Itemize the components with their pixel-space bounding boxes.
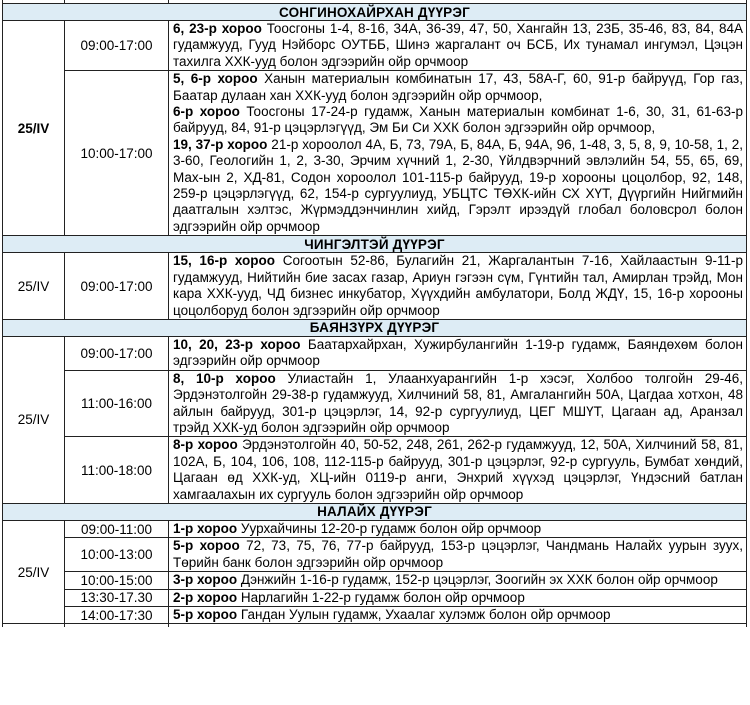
table-row xyxy=(3,538,747,572)
description-paragraph xyxy=(173,253,743,319)
description-cell xyxy=(169,538,747,572)
date-cell xyxy=(3,520,65,623)
district-title: НАЛАЙХ ДҮҮРЭГ xyxy=(3,503,747,520)
area-list: Нарлагийн 1-22-р гудамж болон ойр орчмоор xyxy=(237,589,525,605)
khoroo-label: 5-р хороо xyxy=(173,538,240,554)
table-row xyxy=(3,336,747,370)
date-text: 25/IV xyxy=(17,412,50,428)
time-cell: 11:00-18:00 xyxy=(65,437,169,504)
time-cell: 09:00-17:00 xyxy=(65,21,169,71)
date-cell xyxy=(3,336,65,503)
description-paragraph xyxy=(173,137,743,235)
area-list: Улиастайн 1, Улаанхуарангийн 1-р хэсэг, Холбоо толгойн 29-46, Эрдэнэтолгойн 29-38-р гудамжууд, Хилчиний 58, 81, Амгалангийн 50А, Цагдаа хотхон, 48 айлын байрууд, 301-р цэцэрлэг, 14, 92-р сургуулиуд, ЦЕГ МШҮТ, Цагаан ад, Аранзал трэйд ХХК-уд болон эдгээрийн ойр орчмоор xyxy=(173,370,743,435)
khoroo-label: 2-р хороо xyxy=(173,589,238,605)
table-row xyxy=(3,253,747,320)
date-text: 25/IV xyxy=(17,278,50,294)
description-paragraph xyxy=(173,538,743,571)
description-cell xyxy=(169,437,747,504)
district-header-row xyxy=(3,4,747,21)
cut-row-bottom xyxy=(3,624,747,628)
description-cell xyxy=(169,336,747,370)
time-cell: 10:00-15:00 xyxy=(65,572,169,589)
table-row xyxy=(3,370,747,437)
khoroo-label: 15, 16-р хороо xyxy=(173,253,276,269)
time-cell: 09:00-11:00 xyxy=(65,520,169,537)
table-row xyxy=(3,572,747,589)
table-row xyxy=(3,437,747,504)
khoroo-label: 6-р хороо xyxy=(173,104,240,120)
time-cell: 10:00-17:00 xyxy=(65,71,169,236)
area-list: Гандан Уулын гудамж, Ухаалаг хулэмж болон ойр орчмоор xyxy=(237,607,611,622)
description-paragraph xyxy=(173,71,743,104)
description-paragraph xyxy=(173,437,743,503)
khoroo-label: 8, 10-р хороо xyxy=(173,370,276,386)
description-cell xyxy=(169,572,747,589)
date-cell xyxy=(3,253,65,320)
table-row xyxy=(3,607,747,624)
district-header-row xyxy=(3,319,747,336)
time-cell: 14:00-17:30 xyxy=(65,607,169,624)
khoroo-label: 1-р хороо xyxy=(173,520,238,536)
outage-schedule xyxy=(2,0,746,627)
description-paragraph xyxy=(173,590,743,606)
district-title: ЧИНГЭЛТЭЙ ДҮҮРЭГ xyxy=(3,236,747,253)
table-row xyxy=(3,520,747,537)
description-cell xyxy=(169,71,747,236)
description-paragraph xyxy=(173,371,743,437)
khoroo-label: 10, 20, 23-р хороо xyxy=(173,336,301,352)
time-cell: 10:00-13:00 xyxy=(65,538,169,572)
district-title: СОНГИНОХАЙРХАН ДҮҮРЭГ xyxy=(3,4,747,21)
district-title: БАЯНЗҮРХ ДҮҮРЭГ xyxy=(3,319,747,336)
description-paragraph xyxy=(173,572,743,588)
time-cell: 09:00-17:00 xyxy=(65,253,169,320)
time-cell: 11:00-16:00 xyxy=(65,370,169,437)
description-cell xyxy=(169,520,747,537)
area-list: Тоосгоны 17-24-р гудамж, Ханын материалын комбинат 1-6, 30, 31, 61-63-р байрууд, 84, 91-р цэцэрлэгүүд, Эм Би Си ХХК болон эдгээрийн ойр орчмоор, xyxy=(173,104,743,136)
area-list: 72, 73, 75, 76, 77-р байрууд, 153-р цэцэрлэг, Чандмань Налайх уурын зуух, Төрийн банк болон эдгээрийн ойр орчмоор xyxy=(173,538,743,570)
district-header-row xyxy=(3,503,747,520)
khoroo-label: 8-р хороо xyxy=(173,437,238,453)
area-list: Дэнжийн 1-16-р гудамж, 152-р цэцэрлэг, Зоогийн эх ХХК болон ойр орчмоор xyxy=(237,572,718,588)
district-header-row xyxy=(3,236,747,253)
description-paragraph xyxy=(173,21,743,70)
khoroo-label: 19, 37-р хороо xyxy=(173,136,268,152)
khoroo-label: 5-р хороо xyxy=(173,607,238,622)
area-list: Эрдэнэтолгойн 40, 50-52, 248, 261, 262-р гудамжууд, 12, 50А, Хилчиний 58, 81, 102А, Б, 104, 106, 108, 112-115-р байрууд, 301-р цэцэрлэг, 92-р сургууль, Бумбат хөндий, Цагаан өд ХХК-уд, ХЦ-ийн 0119-р анги, Энхрий хүүхэд цэцэрлэг, Үндэсний батлан хамгаалахын их сургууль болон эдгээрийн ойр орчмоор xyxy=(173,437,743,502)
area-list: Уурхайчины 12-20-р гудамж болон ойр орчмоор xyxy=(237,520,542,536)
area-list: Тоосгоны 1-4, 8-16, 34А, 36-39, 47, 50, Хангайн 13, 23Б, 35-46, 83, 84, 84А гудамжууд, Гууд Нэйборс ОУТББ, Шинэ жаргалант оч БСБ, Их тунамал ингумэл, Цэцэн тахилга ХХК-ууд болон эдгээрийн ойр орчмоор xyxy=(173,21,743,69)
area-list: Ханын материалын комбинатын 17, 43, 58А-Г, 60, 91-р байруүд, Гор газ, Баатар дулаан хан ХХК-ууд болон эдгээрийн ойр орчмоор, xyxy=(173,71,744,103)
description-cell xyxy=(169,589,747,606)
description-paragraph xyxy=(173,104,743,137)
description-paragraph xyxy=(173,607,743,623)
description-paragraph xyxy=(173,521,743,537)
area-list: 21-р хороолол 4А, Б, 73, 79А, Б, 84А, Б, 94А, 96, 1-48, 3, 5, 8, 9, 10-58, 1, 2, 3-60, Геологийн 1, 2, 3-30, Эрчим хүчний 1, 2-30, Үйлдвэрчний эвлэлийн 54, 55, 65, 69, Мах-ын 2, ХД-81, Содон хороолол 101-115-р байрууд, 19-р хорооны цоцолбор, 92, 148, 259-р цэцэрлэгүүд, 62, 154-р сургуулиуд, УБЦТС ТӨХК-ийн СХ ХҮТ, Дүүргийн Нийгмийн даатгалын хэлтэс, Жүрмэддэнчинлин хийд, Гэрэлт ирээдүй глобал боловсрол болон эдгээрийн ойр орчмоор xyxy=(173,136,744,234)
table-row xyxy=(3,21,747,71)
description-cell xyxy=(169,253,747,320)
description-cell xyxy=(169,607,747,624)
khoroo-label: 3-р хороо xyxy=(173,572,238,588)
area-list: Баатархайрхан, Хужирбулангийн 1-19-р гудамж, Баяндөхөм болон эдгээрийн ойр орчмоор xyxy=(173,336,743,369)
khoroo-label: 6, 23-р хороо xyxy=(173,21,262,36)
table-row xyxy=(3,589,747,606)
description-cell xyxy=(169,21,747,71)
date-text: 25/IV xyxy=(17,564,50,580)
description-paragraph xyxy=(173,337,743,370)
area-list: Согоотын 52-86, Булагийн 21, Жаргалантын 7-16, Хайлаастын 9-11-р гудамжууд, Нийтийн бие засах газар, Ариун гэгээн сүм, Гүнтийн тал, Амирлан трэйд, Мон кара ХХК-ууд, ЧД бизнес инкубатор, Хүүхдийн амбулатори, Болд ЖДҮ, 15, 16-р хорооны цоцолборуд болон эдгээрийн ойр орчмоор xyxy=(173,253,744,318)
date-cell xyxy=(3,21,65,236)
table-row xyxy=(3,71,747,236)
time-cell: 09:00-17:00 xyxy=(65,336,169,370)
date-text: 25/IV xyxy=(17,120,50,136)
time-cell: 13:30-17.30 xyxy=(65,589,169,606)
description-cell xyxy=(169,370,747,437)
schedule-table xyxy=(2,0,747,627)
khoroo-label: 5, 6-р хороо xyxy=(173,71,258,87)
